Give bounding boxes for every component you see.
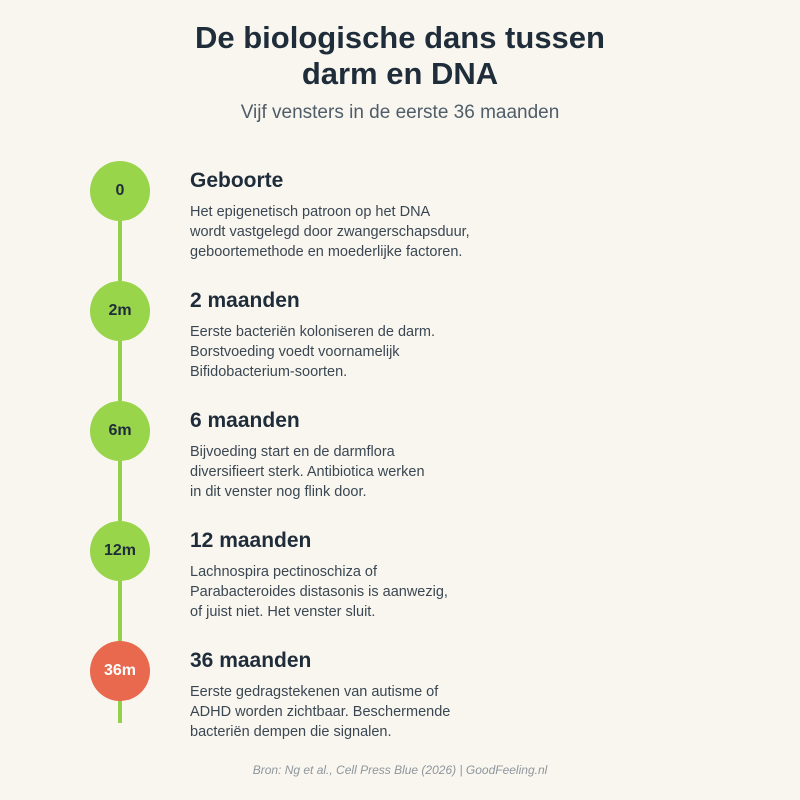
description-line: Eerste gedragstekenen van autisme of [190, 684, 439, 700]
timeline-node-0: 0 [90, 161, 150, 221]
milestone-description [190, 562, 490, 622]
timeline-node-6m: 6m [90, 401, 150, 461]
page-title [0, 20, 800, 92]
milestone-12m [190, 529, 490, 622]
milestone-description [190, 202, 490, 262]
milestone-description [190, 322, 490, 382]
source-footer: Bron: Ng et al., Cell Press Blue (2026) | GoodFeeling.nl [252, 763, 548, 777]
title-line-2: darm en DNA [301, 56, 499, 91]
description-line: diversifieert sterk. Antibiotica werken [190, 464, 425, 480]
milestone-title: 6 maanden [190, 409, 300, 432]
description-line: geboortemethode en moederlijke factoren. [190, 244, 463, 260]
timeline-node-36m: 36m [90, 641, 150, 701]
milestone-2m [190, 289, 490, 382]
title-line-1: De biologische dans tussen [195, 20, 605, 55]
timeline-node-12m: 12m [90, 521, 150, 581]
milestone-title: 36 maanden [190, 649, 312, 672]
milestone-0 [190, 169, 490, 262]
description-line: ADHD worden zichtbaar. Beschermende [190, 704, 451, 720]
description-line: bacteriën dempen die signalen. [190, 724, 392, 740]
description-line: Het epigenetisch patroon op het DNA [190, 204, 431, 220]
milestone-description [190, 682, 490, 742]
description-line: Eerste bacteriën koloniseren de darm. [190, 324, 436, 340]
description-line: wordt vastgelegd door zwangerschapsduur, [190, 224, 470, 240]
description-line: Bifidobacterium-soorten. [190, 364, 348, 380]
description-line: Borstvoeding voedt voornamelijk [190, 344, 400, 360]
milestone-title: Geboorte [190, 169, 284, 192]
milestone-title: 12 maanden [190, 529, 312, 552]
page-subtitle: Vijf vensters in de eerste 36 maanden [240, 102, 560, 123]
milestone-36m [190, 649, 490, 742]
description-line: Lachnospira pectinoschiza of [190, 564, 378, 580]
milestone-description [190, 442, 490, 502]
milestone-6m [190, 409, 490, 502]
timeline-node-2m: 2m [90, 281, 150, 341]
description-line: of juist niet. Het venster sluit. [190, 604, 376, 620]
description-line: Parabacteroides distasonis is aanwezig, [190, 584, 448, 600]
milestone-title: 2 maanden [190, 289, 300, 312]
description-line: in dit venster nog flink door. [190, 484, 367, 500]
description-line: Bijvoeding start en de darmflora [190, 444, 395, 460]
